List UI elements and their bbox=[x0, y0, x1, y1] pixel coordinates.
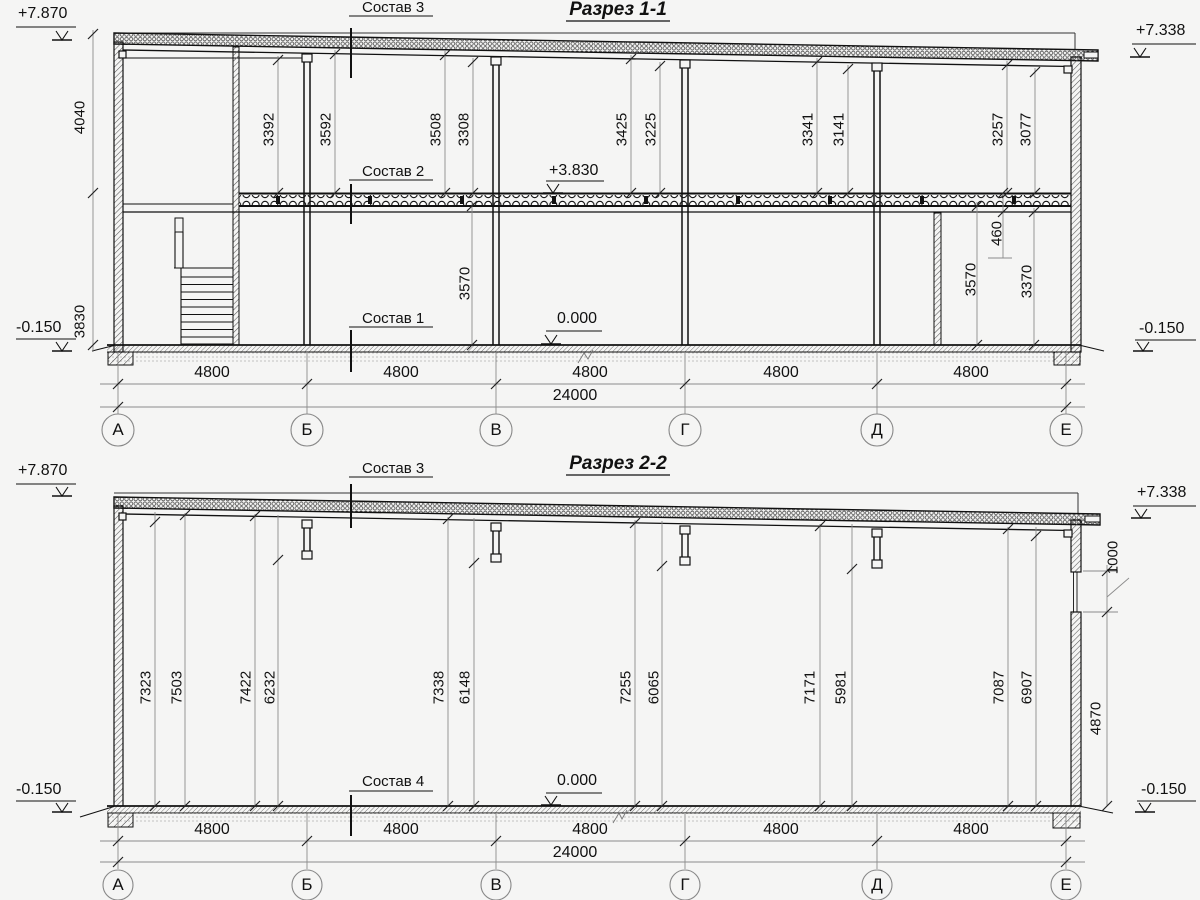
dim-label: 3225 bbox=[642, 112, 660, 147]
bay-dim-label: 4800 bbox=[572, 364, 608, 381]
grid-bubble-label: Д bbox=[871, 875, 883, 894]
dim-label: 7422 bbox=[237, 670, 255, 705]
elevation-label: +7.870 bbox=[18, 462, 68, 479]
section1-title: Разрез 1-1 bbox=[569, 0, 667, 20]
grid-bubble-label: Б bbox=[301, 420, 313, 439]
elevation-label: -0.150 bbox=[16, 781, 62, 798]
layer-callout: Состав 2 bbox=[362, 163, 425, 180]
dim-label: 3508 bbox=[427, 112, 445, 147]
dim-label: 3341 bbox=[799, 112, 817, 147]
dim-label: 4040 bbox=[71, 100, 89, 135]
elevation-label: 0.000 bbox=[557, 772, 598, 789]
dim-label: 3570 bbox=[962, 262, 980, 297]
layer-callout: Состав 1 bbox=[362, 310, 425, 327]
bay-dim-label: 4800 bbox=[194, 364, 230, 381]
dim-label: 3830 bbox=[71, 304, 89, 339]
grid-bubble-label: Е bbox=[1060, 875, 1072, 894]
dim-label: 4870 bbox=[1087, 701, 1105, 736]
grid-bubble-label: А bbox=[112, 875, 124, 894]
layer-callout: Состав 4 bbox=[362, 773, 425, 790]
bay-dim-label: 4800 bbox=[383, 364, 419, 381]
bay-dim-label: 4800 bbox=[763, 821, 799, 838]
dim-label: 7338 bbox=[430, 670, 448, 705]
dim-label: 3570 bbox=[456, 266, 474, 301]
elevation-label: +3.830 bbox=[549, 162, 599, 179]
bay-dim-label: 4800 bbox=[194, 821, 230, 838]
dim-label: 3425 bbox=[613, 112, 631, 147]
dim-label: 6065 bbox=[645, 670, 663, 705]
dim-label: 3370 bbox=[1018, 264, 1036, 299]
dim-label: 3257 bbox=[989, 112, 1007, 147]
layer-callout: Состав 3 bbox=[362, 0, 425, 16]
bay-dim-label: 4800 bbox=[763, 364, 799, 381]
dim-label: 6232 bbox=[261, 670, 279, 705]
elevation-label: -0.150 bbox=[1141, 781, 1187, 798]
dim-label: 7503 bbox=[168, 670, 186, 705]
grid-bubble-label: Г bbox=[680, 875, 690, 894]
dim-label: 6148 bbox=[456, 670, 474, 705]
dim-label: 3592 bbox=[317, 112, 335, 147]
dim-label: 5981 bbox=[832, 670, 850, 705]
section2-title: Разрез 2-2 bbox=[569, 453, 667, 474]
dim-label: 3077 bbox=[1017, 112, 1035, 147]
grid-bubble-label: Д bbox=[871, 420, 883, 439]
dim-label: 7087 bbox=[990, 670, 1008, 705]
dim-label: 3392 bbox=[260, 112, 278, 147]
bay-dim-label: 4800 bbox=[953, 821, 989, 838]
dim-label: 460 bbox=[988, 220, 1006, 247]
dim-label: 1000 bbox=[1104, 540, 1122, 575]
dim-label: 3308 bbox=[455, 112, 473, 147]
elevation-label: 0.000 bbox=[557, 310, 598, 327]
bay-dim-label: 4800 bbox=[383, 821, 419, 838]
elevation-label: -0.150 bbox=[1139, 320, 1185, 337]
elevation-label: +7.338 bbox=[1136, 22, 1186, 39]
grid-bubble-label: Б bbox=[301, 875, 313, 894]
dim-label: 3141 bbox=[830, 112, 848, 147]
grid-bubble-label: Е bbox=[1060, 420, 1072, 439]
grid-bubble-label: А bbox=[112, 420, 124, 439]
grid-bubble-label: В bbox=[490, 875, 502, 894]
dim-label: 7323 bbox=[137, 670, 155, 705]
bay-dim-label: 4800 bbox=[953, 364, 989, 381]
total-dim-label: 24000 bbox=[552, 844, 598, 861]
dim-label: 7255 bbox=[617, 670, 635, 705]
elevation-label: +7.338 bbox=[1137, 484, 1187, 501]
dim-label: 7171 bbox=[801, 670, 819, 705]
grid-bubble-label: Г bbox=[680, 420, 690, 439]
elevation-label: +7.870 bbox=[18, 5, 68, 22]
grid-bubble-label: В bbox=[490, 420, 502, 439]
elevation-label: -0.150 bbox=[16, 319, 62, 336]
bay-dim-label: 4800 bbox=[572, 821, 608, 838]
layer-callout: Состав 3 bbox=[362, 460, 425, 477]
dim-label: 6907 bbox=[1018, 670, 1036, 705]
total-dim-label: 24000 bbox=[552, 387, 598, 404]
